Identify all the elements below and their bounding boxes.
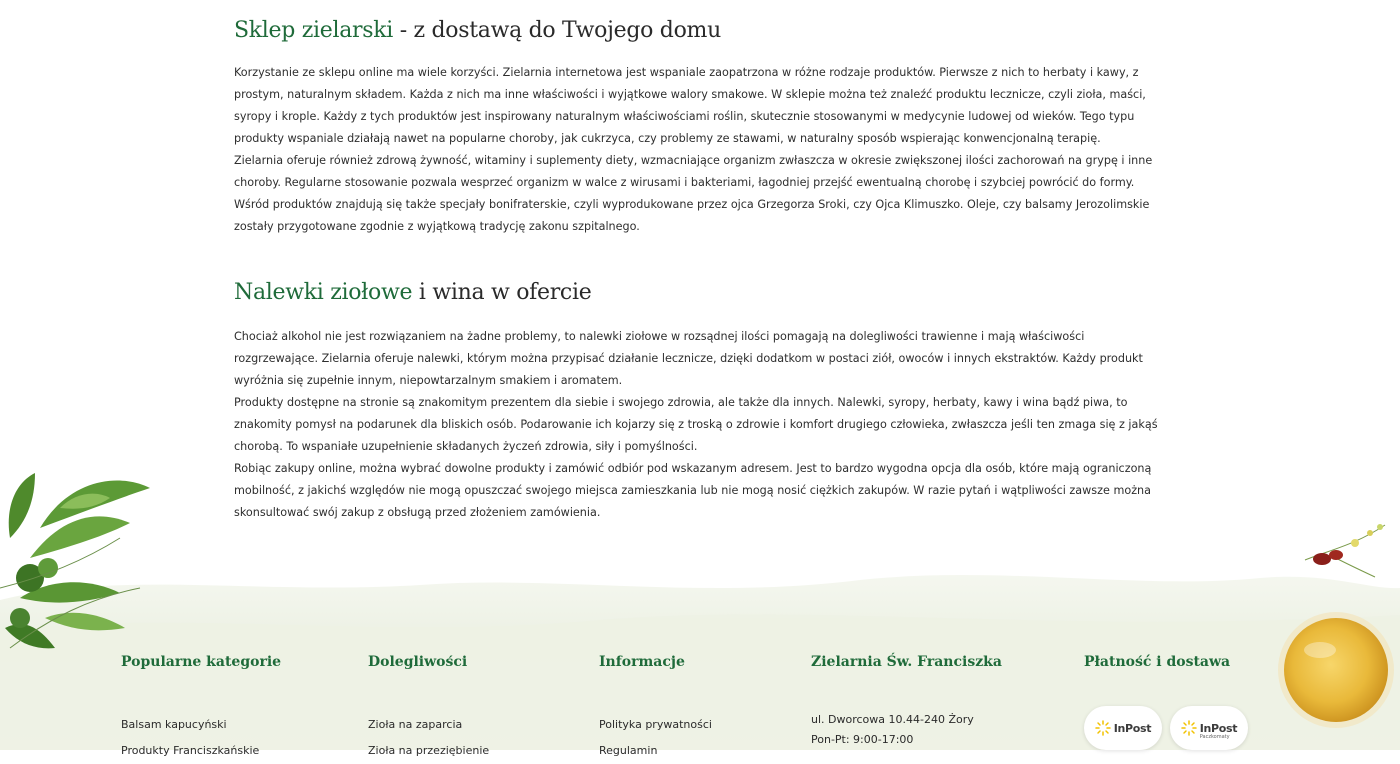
paragraph: Korzystanie ze sklepu online ma wiele korzyści. Zielarnia internetowa jest wspaniale zaopatrzona w różne rodzaje produktów. Pierwsze z nich to herbaty i kawy, z prostym, naturalnym składem. Każda z nich ma inne właściwości i wyjątkowe walory smakowe. W sklepie można też znaleźć produktu lecznicze, czyli zioła, maści, syropy i krople. Każdy z tych produktów jest inspirowany naturalnym właściwościami roślin, skutecznie stosowanymi w medycynie ludowej od wieków. Tego typu produkty wspaniale działają nawet na popularne choroby, jak cukrzyca, czy problemy ze stawami, w naturalny sposób wspierając konwencjonalną terapię.: [234, 66, 1146, 145]
section-title-herbal-shop: [234, 18, 721, 43]
paragraph: Robiąc zakupy online, można wybrać dowolne produkty i zamówić odbiór pod wskazanym adresem. Jest to bardzo wygodna opcja dla osób, które mają ograniczoną mobilność, z jakichś względów nie mogą opuszczać swojego miejsca zamieszkania lub nie mogą nosić ciężkich zakupów. W razie pytań i wątpliwości zawsze można skonsultować swój zakup z obsługą przed złożeniem zamówienia.: [234, 462, 1152, 519]
sun-icon: [1095, 720, 1111, 736]
title-accent: Nalewki ziołowe: [234, 280, 413, 305]
payment-label: InPost: [1113, 721, 1152, 735]
footer-heading: Informacje: [599, 654, 685, 670]
sun-icon: [1181, 720, 1197, 736]
footer-information: [599, 654, 712, 757]
payment-sublabel: Paczkomaty: [1199, 733, 1230, 740]
section-text-herbal-shop: [234, 62, 1159, 238]
footer-link[interactable]: Zioła na przeziębienie: [368, 744, 490, 757]
paragraph: Chociaż alkohol nie jest rozwiązaniem na żadne problemy, to nalewki ziołowe w rozsądnej ilości pomagają na dolegliwości trawienne i mają właściwości rozgrzewające. Zielarnia oferuje nalewki, którym można przypisać działanie lecznicze, dzięki dodatkom w postaci ziół, owoców i innych ekstraktów. Każdy produkt wyróżnia się zupełnie innym, niepowtarzalnym smakiem i aromatem.: [234, 330, 1143, 387]
store-details: [811, 710, 974, 750]
footer-link[interactable]: Balsam kapucyński: [121, 718, 227, 731]
footer-link[interactable]: Zioła na zaparcia: [368, 718, 463, 731]
rosehip-illustration: [1300, 515, 1395, 585]
title-rest: i wina w ofercie: [412, 280, 592, 305]
footer-link[interactable]: Polityka prywatności: [599, 718, 712, 731]
store-address: ul. Dworcowa 10.44-240 Żory: [811, 713, 974, 726]
section-text-liqueurs: [234, 326, 1159, 524]
payment-text: [1200, 717, 1238, 740]
footer-popular-categories: [121, 654, 282, 757]
paragraph: Produkty dostępne na stronie są znakomitym prezentem dla siebie i swojego zdrowia, ale także dla innych. Nalewki, syropy, herbaty, kawy i wina bądź piwa, to znakomity pomysł na podarunek dla bliskich osób. Podarowanie ich kojarzy się z troską o zdrowie i komfort drugiego człowieka, zwłaszcza jeśli ten zmaga się z jakąś chorobą. To wspaniałe uzupełnienie składanych życzeń zdrowia, siły i pomyślności.: [234, 396, 1158, 453]
inpost-courier-button[interactable]: [1084, 706, 1162, 750]
footer-heading: Płatność i dostawa: [1084, 654, 1231, 670]
footer-heading: Popularne kategorie: [121, 654, 282, 670]
footer-ailments: [368, 654, 490, 757]
footer-heading: Zielarnia Św. Franciszka: [811, 654, 1002, 670]
footer-link[interactable]: Regulamin: [599, 744, 658, 757]
store-hours: Pon-Pt: 9:00-17:00: [811, 733, 914, 746]
payment-methods: [1084, 706, 1248, 750]
payment-label: InPost: [1199, 721, 1238, 735]
footer-store-info: [811, 654, 1002, 746]
footer-heading: Dolegliwości: [368, 654, 468, 670]
tea-cup-illustration: [1272, 610, 1400, 735]
herbs-illustration: [0, 468, 175, 668]
inpost-parcel-locker-button[interactable]: [1170, 706, 1248, 750]
title-rest: - z dostawą do Twojego domu: [393, 18, 721, 43]
title-accent: Sklep zielarski: [234, 18, 394, 43]
footer-link[interactable]: Produkty Franciszkańskie: [121, 744, 260, 757]
footer-payment-delivery: [1084, 654, 1238, 740]
section-title-liqueurs: [234, 280, 591, 305]
paragraph: Zielarnia oferuje również zdrową żywność, witaminy i suplementy diety, wzmacniające organizm zwłaszcza w okresie zwiększonej ilości zachorowań na grypę i inne choroby. Regularne stosowanie pozwala wesprzeć organizm w walce z wirusami i bakteriami, łagodniej przejść ewentualną chorobę i szybciej powrócić do formy. Wśród produktów znajdują się także specjały bonifraterskie, czyli wyprodukowane przez ojca Grzegorza Sroki, czy Ojca Klimuszko. Oleje, czy balsamy Jerozolimskie zostały przygotowane zgodnie z wyjątkową tradycję zakonu szpitalnego.: [234, 154, 1153, 233]
